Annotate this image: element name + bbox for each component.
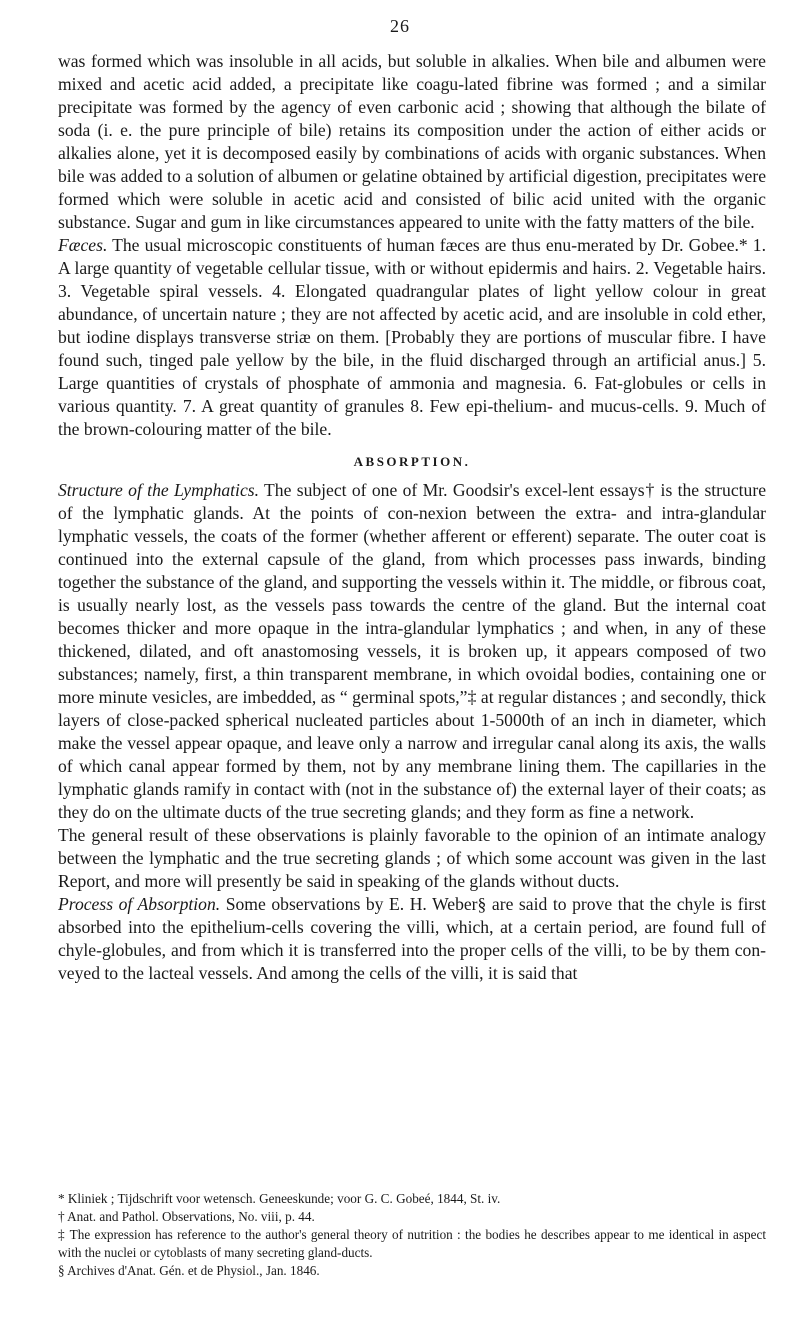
footnotes — [58, 1190, 766, 1280]
paragraph-faeces-text: The usual microscopic constituents of human fæces are thus enu-merated by Dr. Gobee.* 1. A large quantity of vegetable cellular tissue, with or without epidermis and hairs. 2. Vegetable hairs. 3. Vegetable spiral vessels. 4. Elongated quadrangular plates of light yellow colour in great abundance, of uncertain nature ; they are not affected by acetic acid, and are insoluble in cold ether, but iodine displays transverse striæ on them. [Probably they are portions of muscular fibre. I have found such, tinged pale yellow by the bile, in the fluid discharged through an artificial anus.] 5. Large quantities of crystals of phosphate of ammonia and magnesia. 6. Fat-globules or cells in various quantity. 7. A great quantity of granules 8. Few epi-thelium- and mucus-cells. 9. Much of the brown-colouring matter of the bile. — [58, 235, 766, 439]
footnote-germinal-spots: ‡ The expression has reference to the author's general theory of nutrition : the bodies he describes appear to me identical in aspect with the nuclei or cytoblasts of many secreting gland-ducts. — [58, 1227, 766, 1260]
footnote-goodsir: † Anat. and Pathol. Observations, No. viii, p. 44. — [58, 1209, 315, 1224]
paragraph-lymphatics-text: The subject of one of Mr. Goodsir's excel-lent essays† is the structure of the lymphatic glands. At the points of con-nexion between the extra- and intra-glandular lymphatic vessels, the coats of the former (whether afferent or efferent) separate. The outer coat is continued into the external capsule of the gland, from which processes pass inwards, binding together the substance of the gland, and supporting the vessels within it. The middle, or fibrous coat, is usually nearly lost, as the vessels pass towards the centre of the gland. But the internal coat becomes thicker and more opaque in the intra-glandular lymphatics ; and when, in any of these thickened, dilated, and oft anastomosing vessels, it is broken up, it appears composed of two substances; namely, first, a thin transparent membrane, in which ovoidal bodies, containing one or more minute vesicles, are imbedded, as “ germinal spots,”‡ at regular distances ; and secondly, thick layers of close-packed spherical nucleated particles about 1-5000th of an inch in diameter, which make the vessel appear opaque, and leave only a narrow and irregular canal along its axis, the walls of which canal appear formed by them, not by any membrane lining them. The capillaries in the lymphatic glands ramify in contact with (not in the substance of) the external layer of their coats; as they do on the ultimate ducts of the true secreting glands; and they form as fine a network. — [58, 480, 767, 822]
run-in-heading-lymphatics: Structure of the Lymphatics. — [58, 480, 260, 500]
paragraph-general-result: The general result of these observations is plainly favorable to the opinion of an intimate analogy between the lymphatic and the true secreting glands ; of which some account was given in the last Report, and more will presently be said in speaking of the glands without ducts. — [58, 825, 766, 891]
page-number: 26 — [390, 16, 410, 36]
paragraph-bile-precipitates: was formed which was insoluble in all acids, but soluble in alkalies. When bile and albumen were mixed and acetic acid added, a precipitate like coagu-lated fibrine was formed ; and a similar precipitate was formed by the agency of even carbonic acid ; showing that although the bilate of soda (i. e. the pure principle of bile) retains its composition under the action of either acids or alkalies alone, yet it is decomposed easily by combinations of acids with organic substances. When bile was added to a solution of albumen or gelatine obtained by artificial digestion, precipitates were formed which were soluble in acetic acid and consisted of bilic acid united with the organic substance. Sugar and gum in like circumstances appeared to unite with the fatty matters of the bile. — [58, 51, 766, 232]
paragraph-faeces — [58, 234, 766, 441]
footnote-weber: § Archives d'Anat. Gén. et de Physiol., Jan. 1846. — [58, 1263, 320, 1278]
section-heading-absorption: ABSORPTION. — [353, 454, 471, 469]
paragraph-absorption-process — [58, 893, 766, 985]
run-in-heading-faeces: Fæces. — [58, 235, 108, 255]
paragraph-absorption-process-text: Some observations by E. H. Weber§ are said to prove that the chyle is first absorbed into the epithelium-cells covering the villi, which, at a certain period, are found full of chyle-globules, and from which it is transferred into the proper cells of the villi, to be by them con-veyed to the lacteal vessels. And among the cells of the villi, it is said that — [58, 894, 767, 983]
footnote-gobee: * Kliniek ; Tijdschrift voor wetensch. Geneeskunde; voor G. C. Gobeé, 1844, St. iv. — [58, 1191, 501, 1206]
run-in-heading-absorption-process: Process of Absorption. — [58, 894, 221, 914]
paragraph-lymphatics — [58, 479, 766, 824]
body-text — [58, 50, 766, 985]
